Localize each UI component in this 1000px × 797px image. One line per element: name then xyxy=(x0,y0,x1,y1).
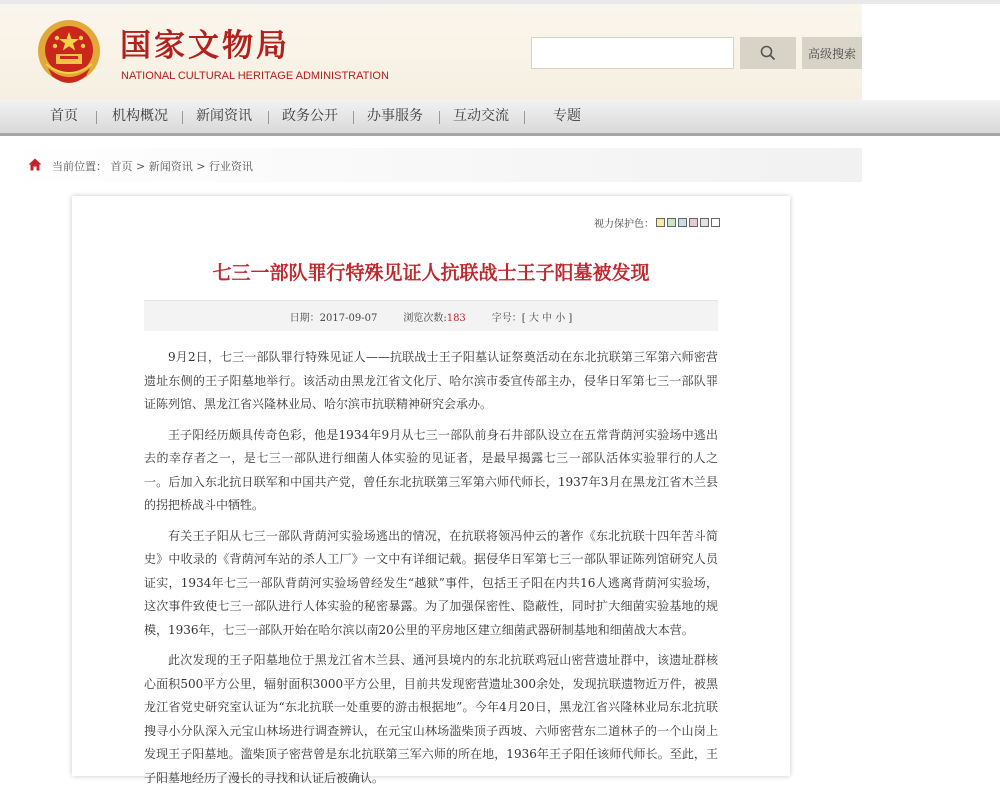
article-body xyxy=(144,346,718,797)
national-emblem-icon xyxy=(36,18,102,88)
article-paragraph: 9月2日，七三一部队罪行特殊见证人——抗联战士王子阳墓认证祭奠活动在东北抗联第三军第六师密营遗址东侧的王子阳墓地举行。该活动由黑龙江省文化厅、哈尔滨市委宣传部主办，侵华日军第七三一部队罪证陈列馆、黑龙江省兴隆林业局、哈尔滨市抗联精神研究会承办。 xyxy=(144,350,718,411)
color-swatch[interactable] xyxy=(711,218,720,227)
nav-item-news[interactable]: 新闻资讯 xyxy=(196,108,252,124)
site-subtitle: NATIONAL CULTURAL HERITAGE ADMINISTRATION xyxy=(121,70,389,82)
nav-item-home[interactable]: 首页 xyxy=(50,108,78,124)
nav-divider xyxy=(439,111,440,124)
article-paragraph: 此次发现的王子阳墓地位于黑龙江省木兰县、通河县境内的东北抗联鸡冠山密营遗址群中，该遗址群核心面积500平方公里，辐射面积3000平方公里，目前共发现密营遗址300余处，发现抗联遗物近万件，被黑龙江省党史研究室认证为“东北抗联一处重要的游击根据地”。今年4月20日，黑龙江省兴隆林业局东北抗联搜寻小分队深入元宝山林场进行调查辨认，在元宝山林场滥柴顶子西坡、六师密营东二道林子的一个山岗上发现王子阳墓地。滥柴顶子密营曾是东北抗联第三军六师的所在地，1936年王子阳任该师代师长。至此，王子阳墓地经历了漫长的寻找和认证后被确认。 xyxy=(144,653,718,785)
article-title: 七三一部队罪行特殊见证人抗联战士王子阳墓被发现 xyxy=(212,262,650,284)
nav-divider xyxy=(524,111,525,124)
search-input[interactable] xyxy=(531,37,734,69)
nav-divider xyxy=(353,111,354,124)
nav-divider xyxy=(182,111,183,124)
font-size-control[interactable]: 字号：[ 大 中 小 ] xyxy=(491,312,573,324)
site-title: 国家文物局 xyxy=(120,28,290,64)
breadcrumb xyxy=(0,148,862,182)
color-swatch[interactable] xyxy=(689,218,698,227)
nav-divider xyxy=(268,111,269,124)
article-meta xyxy=(144,300,718,331)
advanced-search-button[interactable]: 高级搜索 xyxy=(802,37,862,69)
main-nav xyxy=(0,100,1000,136)
article-date: 日期：2017-09-07 xyxy=(289,312,378,324)
nav-divider xyxy=(96,111,97,124)
search-button[interactable] xyxy=(740,37,796,69)
color-swatch[interactable] xyxy=(656,218,665,227)
site-header xyxy=(0,4,862,100)
nav-item-government-affairs[interactable]: 政务公开 xyxy=(282,108,338,124)
search-icon xyxy=(760,45,776,61)
nav-item-topics[interactable]: 专题 xyxy=(553,108,581,124)
eye-protection-colors xyxy=(594,215,720,230)
article-views: 浏览次数:183 xyxy=(403,312,466,324)
breadcrumb-text[interactable]: 当前位置： 首页 > 新闻资讯 > 行业资讯 xyxy=(52,160,253,173)
article-paragraph: 王子阳经历颇具传奇色彩，他是1934年9月从七三一部队前身石井部队设立在五常背荫河实验场中逃出去的幸存者之一，是七三一部队进行细菌人体实验的见证者，是最早揭露七三一部队活体实验罪行的人之一。后加入东北抗日联军和中国共产党，曾任东北抗联第三军第六师代师长，1937年3月在黑龙江省木兰县的拐把桥战斗中牺牲。 xyxy=(144,427,718,512)
color-swatch[interactable] xyxy=(667,218,676,227)
article-panel xyxy=(72,196,790,785)
color-swatch[interactable] xyxy=(678,218,687,227)
home-icon[interactable] xyxy=(28,158,42,171)
nav-item-services[interactable]: 办事服务 xyxy=(367,108,423,124)
eye-protection-label: 视力保护色： xyxy=(594,219,654,230)
nav-item-interaction[interactable]: 互动交流 xyxy=(453,108,509,124)
article-paragraph: 有关王子阳从七三一部队背荫河实验场逃出的情况，在抗联将领冯仲云的著作《东北抗联十四年苦斗简史》中收录的《背荫河车站的杀人工厂》一文中有详细记载。据侵华日军第七三一部队罪证陈列馆研究人员证实，1934年七三一部队背荫河实验场曾经发生“越狱”事件，包括王子阳在内共16人逃离背荫河实验场，这次事件致使七三一部队进行人体实验的秘密暴露。为了加强保密性、隐蔽性，同时扩大细菌实验基地的规模，1936年，七三一部队开始在哈尔滨以南20公里的平房地区建立细菌武器研制基地和细菌战大本营。 xyxy=(144,528,718,637)
color-swatch[interactable] xyxy=(700,218,709,227)
nav-item-about[interactable]: 机构概况 xyxy=(112,108,168,124)
